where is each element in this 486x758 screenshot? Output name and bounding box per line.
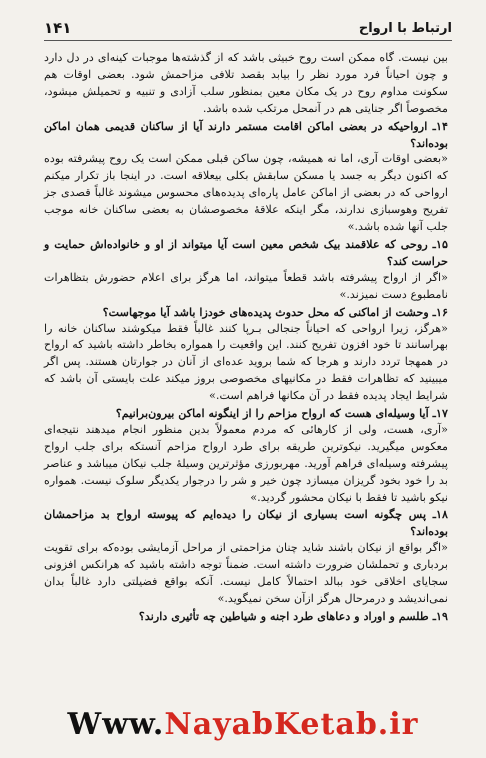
answer-paragraph: «اگر از ارواح پیشرفته باشد قطعاً میتواند، اما هرگز برای اعلام حضورش بتظاهرات نامطبوع دست نمیزند.»: [44, 270, 448, 301]
question-paragraph: ۱۶ـ وحشت از اماکنی که محل حدوث پدیده‌های خودزا باشد آیا موجهاست؟: [102, 304, 448, 319]
watermark-prefix: Www.: [67, 706, 165, 742]
answer-paragraph: بین نیست. گاه ممکن است روح خبیثی باشد که از گذشته‌ها موجبات کینه‌ای در دل دارد و چون احیاناً فرد مورد نظر را بیابد بقصد تلافی مزاحمش شود. بعضی اوقات هم سکونت مداوم روح در یک مکان معین بمنظور سلب آزادی و تنبیه و تحمیلش میشود، مخصوصاً اگر جنایتی هم در آنمحل مرتکب شده باشد.: [44, 51, 448, 115]
question-paragraph: ۱۸ـ پس چگونه است بسیاری از نیکان را دیده‌ایم که پیوسته ارواح بد مزاحمشان بوده‌اند؟: [44, 507, 448, 539]
body-text: [44, 50, 448, 625]
watermark: [0, 700, 486, 748]
answer-paragraph: «هرگز، زیرا ارواحی که احیاناً جنجالی بـرپا کنند غالباً فقط میکوشند ساکنان خانه را بهراسانند تا خود افزون تفریح کنند. این واقعیت را همواره بخاطر داشته باشید که ارواح در همهجا تردد دارند و هرجا که شما بروید عده‌ای از آنان در جوارتان هستند. پس اگر میبینید که تظاهرات فقط در مکانیهای مخصوصی بروز میکند علت بایستی آن باشد که شرایط ایجاد پدیده فقط در آن مکانها فراهم است.»: [44, 321, 448, 403]
answer-paragraph: «اگر بواقع از نیکان باشند شاید چنان مزاحمتی از مراحل آزمایشی بوده‌که برای تقویت بردباری و تحملشان ضرورت داشته است. ضمناً توجه داشته باشید که هرانکس افزونی سجایای اخلاقی خود ببالد احتمالاً کامل نیست. آنکه بواقع فضیلتی دارد غالباً بدان نمی‌اندیشد و درمرحال هرگز ازآن سخن نمیگوید.»: [44, 541, 448, 605]
question-paragraph: ۱۷ـ آیا وسیله‌ای هست که ارواح مزاحم را از اینگونه اماکن بیرون‌برانیم؟: [115, 406, 448, 421]
answer-paragraph: «بعضی اوقات آری، اما نه همیشه، چون ساکن قبلی ممکن است یک روح پیشرفته بوده که اکنون دیگر به جسد یا مسکن سابقش بکلی بیعلاقه است. در اینجا باز تکرار میکنم ارواحی که در بعضی از اماکن عامل پاره‌ای پدیده‌های محسوس میشوند غالباً قصدی جز تفریح وهوسبازی ندارند، مگر اینکه علاقهٔ مخصوصشان به بعضی ساکنان خانه موجب جلب آنها شده باشد.»: [44, 152, 448, 234]
page-number: ۱۴۱: [44, 19, 72, 37]
question-paragraph: ۱۹ـ طلسم و اوراد و دعاهای طرد اجنه و شیاطین چه تأثیری دارند؟: [138, 608, 448, 623]
answer-paragraph: «آری، هست، ولی از کارهائی که مردم معمولاً بدین منظور انجام میدهند نتیجه‌ای معکوس میگیرید. نیکوترین طریقه برای طرد ارواح مزاحم آنستکه برای جلب ارواح پیشرفته وسیله‌ای فراهم آورید. مهربورزی مؤثرترین وسیلهٔ جلب نیکان میباشد و عناصر بد را خود بخود گریزان میسازد چون خیر و شر را درجوار یکدیگر سلوک نیست. همواره نیکو باشید تا فقط با نیکان محشور گردید.»: [44, 422, 448, 504]
question-paragraph: ۱۵ـ روحی که علاقمند بیک شخص معین است آیا میتواند از او و خانواده‌اش حمایت و حراست کند؟: [44, 236, 448, 268]
page-header: [44, 16, 452, 41]
watermark-brand: NayabKetab.ir: [164, 706, 419, 742]
question-paragraph: ۱۴ـ ارواحیکه در بعضی اماکن اقامت مستمر دارند آیا از ساکنان قدیمی همان اماکن بوده‌اند؟: [44, 118, 448, 150]
running-title: ارتباط با ارواح: [358, 20, 452, 36]
